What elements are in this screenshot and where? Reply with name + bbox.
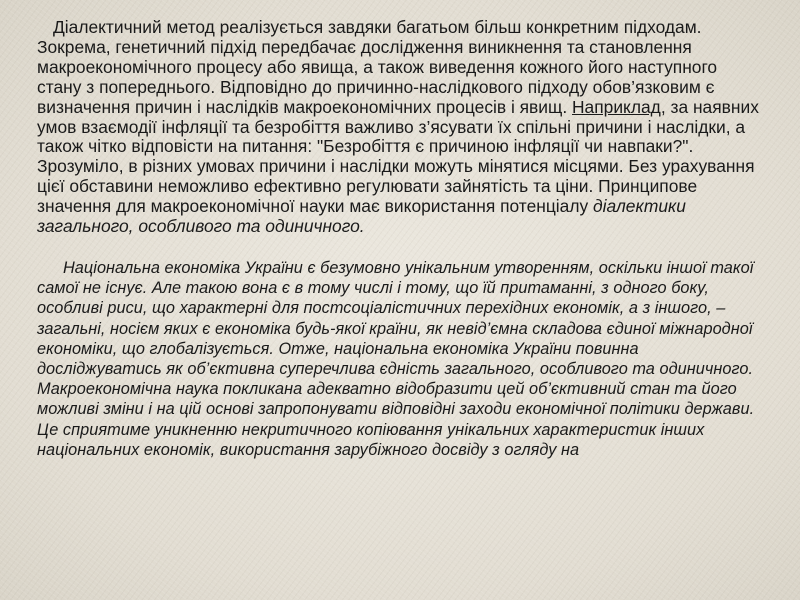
paragraph-national-economy xyxy=(37,258,765,460)
paragraph1-body: , за наявних умов взаємодії інфляції та безробіття важливо з’ясувати їх спільні причини і наслідки, а також чітко відповісти на питання: "Безробіття є причиною інфляції чи навпаки?". Зрозуміло, в різних умовах причини і наслідки можуть мінятися місцями. Без урахування цієї обставини неможливо ефективно регулювати зайнятість та ціни. Принципове значення для макроекономічної науки має використання потенціалу xyxy=(37,96,759,217)
example-word: Наприклад xyxy=(572,96,661,117)
slide-text-body xyxy=(37,18,765,460)
paragraph2-text: Національна економіка України є безумовно унікальним утворенням, оскільки іншої такої самої не існує. Але такою вона є в тому числі і тому, що їй притаманні, з одного боку, особливі риси, що характерні для постсоціалістичних перехідних економік, а з іншого, – загальні, носієм яких є економіка будь-якої країни, як невід’ємна складова єдиної міжнародної економіки, що глобалізується. Отже, національна економіка України повинна досліджуватись як об’єктивна суперечлива єдність загального, особливого та одиничного. Макроекономічна наука покликана адекватно відобразити цей об’єктивний стан та його можливі зміни і на цій основі запропонувати відповідні заходи економічної політики держави. Це сприятиме уникненню некритичного копіювання унікальних характеристик інших національних економік, використання зарубіжного досвіду з огляду на xyxy=(37,258,755,459)
paragraph-dialectic-method xyxy=(37,18,765,237)
paragraph1-italic-ending: діалектики загального, особливого та одиничного. xyxy=(37,196,686,237)
paragraph1-intro: Діалектичний метод реалізується завдяки багатьом більш конкретним підходам. Зокрема, генетичний підхід передбачає дослідження виникнення та становлення макроекономічного процесу або явища, а також виведення кожного його наступного стану з попереднього. Відповідно до причинно-наслідкового підходу обов’язковим є визначення причин і наслідків макроекономічних процесів і явищ. xyxy=(37,17,718,117)
